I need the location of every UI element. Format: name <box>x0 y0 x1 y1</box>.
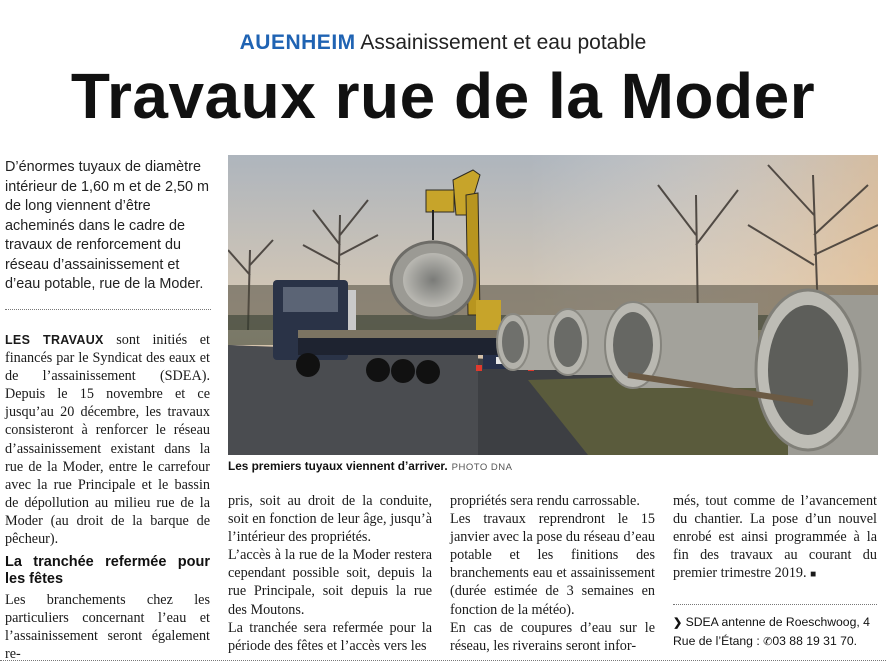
kicker <box>0 30 886 56</box>
end-mark: ■ <box>810 569 817 581</box>
article-column-2 <box>228 492 432 655</box>
kicker-topic: Assainissement et eau potable <box>360 31 647 54</box>
article-photo <box>228 155 878 455</box>
lead-label: LES TRAVAUX <box>5 333 104 347</box>
info-address-2: Rue de l’Étang : <box>673 634 760 648</box>
caption-text: Les premiers tuyaux viennent d’arriver. <box>228 459 448 473</box>
article-column-4 <box>673 492 877 584</box>
col3-paragraph-1: propriétés sera rendu carrossable. <box>450 493 640 509</box>
col3-paragraph-2: Les travaux reprendront le 15 janvier avec la pose du réseau d’eau potable et les finitions des branchements eau et assainissement (durée estimée de 3 semaines en fonction de la météo). <box>450 511 655 618</box>
paragraph-2: Les branchements chez les particuliers concernant l’eau et l’assainissement seront également re- <box>5 592 210 663</box>
arrow-icon: ❯ <box>673 617 683 629</box>
article-column-1 <box>5 331 210 664</box>
intertitle: La tranchée refermée pour les fêtes <box>5 554 210 588</box>
info-divider <box>673 604 877 605</box>
info-address-1: SDEA antenne de Roeschwoog, 4 <box>685 615 870 629</box>
photo-caption <box>228 459 878 475</box>
col4-text: més, tout comme de l’avancement du chantier. La pose d’un nouvel enrobé est ainsi programmée à la fin des travaux au courant du premier trimestre 2019. <box>673 493 877 582</box>
kicker-location: AUENHEIM <box>239 31 356 54</box>
photo-credit: PHOTO DNA <box>451 462 513 473</box>
info-line-2 <box>673 632 883 651</box>
paragraph-1-text: sont initiés et financés par le Syndicat des eaux et de l’assainissement (SDEA). Depuis le 15 novembre et ce jusqu’au 20 décembre, les travaux consisteront à renforcer le réseau d’assainissement existant dans la rue de la Moder, entre le carrefour avec la rue Principale et le bassin de dépollution au milieu rue de la Moder (au droit de la barque de pêcheur). <box>5 332 210 548</box>
info-box <box>673 613 883 651</box>
phone-icon: ✆ <box>763 636 773 648</box>
col4-paragraph-1 <box>673 492 877 584</box>
info-phone: 03 88 19 31 70. <box>772 634 858 648</box>
col2-paragraph-1: pris, soit au droit de la conduite, soit en fonction de leur âge, jusqu’à l’intérieur des propriétés. <box>228 493 432 546</box>
info-line-1 <box>673 613 883 632</box>
paragraph-1 <box>5 331 210 548</box>
chapo: D’énormes tuyaux de diamètre intérieur de 1,60 m et de 2,50 m de long viennent d’être acheminés dans le cadre de travaux de renforcement du réseau d’assainissement et d’eau potable, rue de la Moder. <box>5 159 209 292</box>
headline: Travaux rue de la Moder <box>70 60 816 132</box>
col3-paragraph-3: En cas de coupures d’eau sur le réseau, les riverains seront infor- <box>450 619 655 654</box>
col2-paragraph-2: L’accès à la rue de la Moder restera cependant possible soit, depuis la rue Principale, soit depuis la rue des Moutons. <box>228 547 432 618</box>
chapo-divider <box>5 309 211 310</box>
article-column-3 <box>450 492 655 655</box>
col2-paragraph-3: La tranchée sera refermée pour la période des fêtes et l’accès vers les <box>228 619 432 654</box>
bottom-divider <box>0 660 886 661</box>
construction-photo-illustration <box>228 155 878 455</box>
